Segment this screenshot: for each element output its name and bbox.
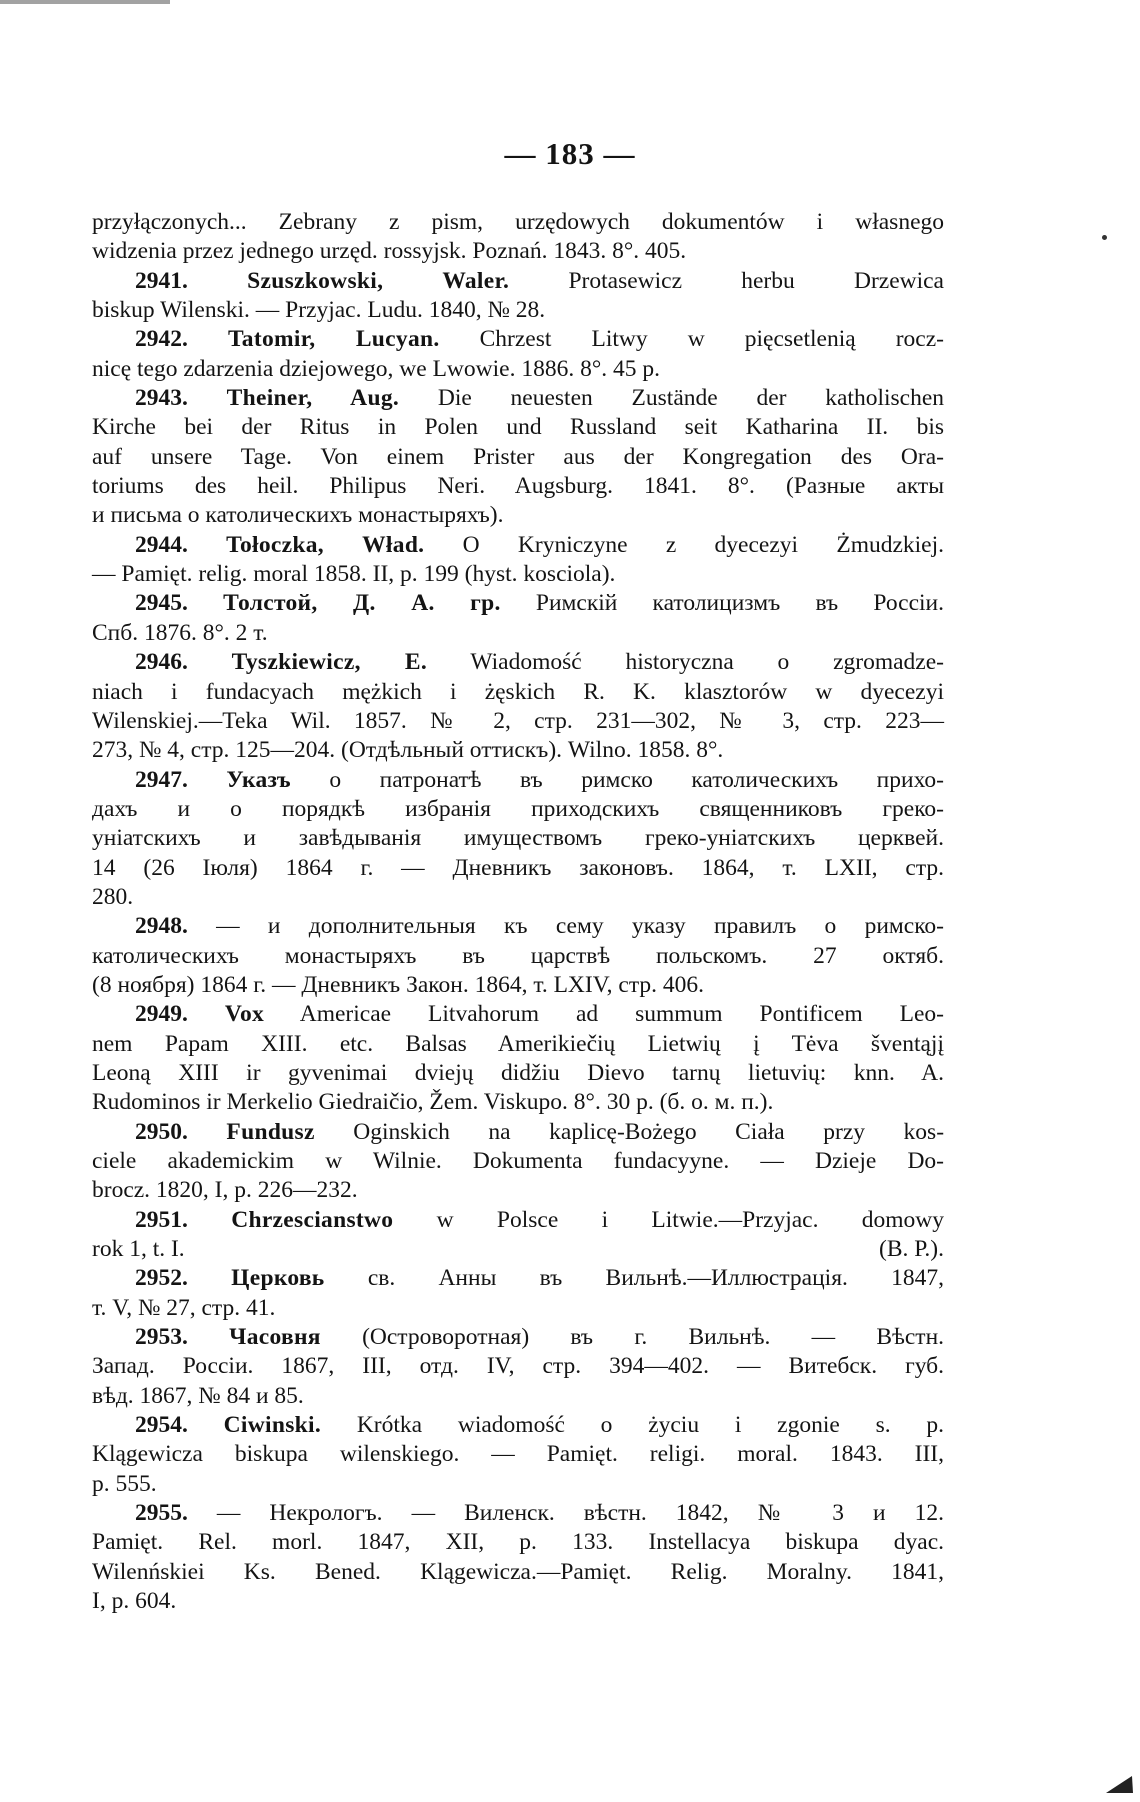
entry-2947-line-4: 14 (26 Іюля) 1864 г. — Дневникъ законовъ. 1864, т. LXII, стр. (92, 854, 944, 881)
entry-text: св. Анны въ Вильнѣ.—Иллюстрація. 1847, (367, 1265, 945, 1292)
entry-2940-line-2: widzenia przez jednego urzęd. rossyjsk. Poznań. 1843. 8°. 405. (92, 238, 687, 265)
page-corner-smudge (1104, 1772, 1134, 1794)
entry-number: 2943. (135, 385, 188, 412)
entry-attribution: (В. Р.). (879, 1236, 944, 1263)
entry-text: Oginskich na kaplicę-Bożego Ciała przy kos- (353, 1118, 945, 1145)
entry-2949-line-2: nem Papam XIII. etc. Balsas Amerikiečių Lietwių į Tėva šventąjį (92, 1030, 944, 1057)
entry-number: 2941. (135, 267, 188, 294)
entry-2949-line-4: Rudominos ir Merkelio Giedraičio, Žem. Viskupo. 8°. 30 p. (б. о. м. п.). (92, 1089, 774, 1116)
entry-2951-line-2 (92, 1235, 944, 1264)
entry-text: Protasewicz herbu Drzewica (568, 267, 944, 294)
entry-2943-line-4: toriums des heil. Philipus Neri. Augsburg. 1841. 8°. (Разные акты (92, 473, 944, 500)
entry-number: 2948. (135, 913, 188, 940)
entry-2948 (92, 912, 944, 941)
entry-2946 (92, 648, 944, 677)
entry-number: 2950. (135, 1118, 188, 1145)
entry-author: Толстой, Д. А. гр. (223, 590, 501, 617)
entry-2941-line-2: biskup Wilenski. — Przyjac. Ludu. 1840, № 28. (92, 297, 546, 324)
entry-author: Церковь (231, 1265, 325, 1292)
entry-2947-line-5: 280. (92, 883, 134, 910)
entry-2941 (92, 267, 944, 296)
entry-text: — Некрологъ. — Виленск. вѣстн. 1842, № 3 и 12. (216, 1500, 944, 1527)
entry-2950-line-3: brocz. 1820, I, p. 226—232. (92, 1177, 358, 1204)
entry-2954-line-2: Klągewicza biskupa wilenskiego. — Pamięt. religi. moral. 1843. III, (92, 1441, 944, 1468)
entry-2953-line-3: вѣд. 1867, № 84 и 85. (92, 1382, 304, 1409)
entry-2944-line-2: — Pamięt. relig. moral 1858. II, p. 199 (hyst. kosciola). (92, 561, 616, 588)
entry-author: Указъ (226, 766, 291, 793)
entry-2945 (92, 589, 944, 618)
entry-author: Fundusz (226, 1118, 315, 1145)
entry-text: Wiadomość historyczna o zgromadze- (470, 649, 944, 676)
entry-2955 (92, 1499, 944, 1528)
entry-author: Tyszkiewicz, E. (231, 649, 428, 676)
entry-2946-line-2: niach i fundacyach mężkich i żęskich R. K. klasztorów w dyecezyi (92, 678, 944, 705)
entry-2951 (92, 1206, 944, 1235)
entry-2954 (92, 1411, 944, 1440)
entry-2947-line-3: уніатскихъ и завѣдыванія имуществомъ греко-уніатскихъ церквей. (92, 825, 944, 852)
entry-text: w Polsce i Litwie.—Przyjac. domowy (436, 1206, 945, 1233)
entry-text: Die neuesten Zustände der katholischen (437, 385, 945, 412)
entry-number: 2942. (135, 326, 188, 353)
entry-author: Vox (224, 1001, 265, 1028)
entry-number: 2947. (135, 766, 188, 793)
entry-text: Римскій католицизмъ въ Россіи. (535, 590, 944, 617)
entry-number: 2946. (135, 649, 188, 676)
entry-2953-line-2: Запад. Россіи. 1867, III, отд. IV, стр. 394—402. — Витебск. губ. (92, 1353, 944, 1380)
entry-text: Chrzest Litwy w pięcsetlenią rocz- (479, 326, 944, 353)
entry-author: Ciwinski. (223, 1412, 322, 1439)
entry-2946-line-3: Wilenskiej.—Teka Wil. 1857. № 2, стр. 231—302, № 3, стр. 223— (92, 707, 944, 734)
entry-2955-line-2: Pamięt. Rel. morl. 1847, XII, p. 133. Instellacya biskupa dyac. (92, 1529, 944, 1556)
entry-2950 (92, 1118, 944, 1147)
entry-author: Tatomir, Lucyan. (227, 326, 440, 353)
entry-2952-line-2: т. V, № 27, стр. 41. (92, 1294, 276, 1321)
entry-2948-line-2: католическихъ монастыряхъ въ царствѣ польскомъ. 27 октяб. (92, 942, 944, 969)
entry-2955-line-3: Wilenńskiei Ks. Bened. Klągewicza.—Pamięt. Relig. Moralny. 1841, (92, 1558, 944, 1585)
entry-number: 2945. (135, 590, 188, 617)
entry-2953 (92, 1323, 944, 1352)
entry-2947 (92, 766, 944, 795)
entry-2940-line-1: przyłączonych... Zebrany z pism, urzędowych dokumentów i własnego (92, 209, 944, 235)
entry-text: rok 1, t. I. (92, 1236, 185, 1263)
entry-2955-line-4: I, p. 604. (92, 1588, 177, 1615)
entry-2947-line-2: дахъ и о порядкѣ избранія приходскихъ священниковъ греко- (92, 795, 944, 822)
entry-author: Tołoczka, Wład. (226, 531, 425, 558)
entry-text: (Островоротная) въ г. Вильнѣ. — Вѣстн. (362, 1324, 945, 1351)
entry-2948-line-3: (8 ноября) 1864 г. — Дневникъ Закон. 1864, т. LXIV, стр. 406. (92, 971, 705, 998)
entry-text: Krótka wiadomość o życiu i zgonie s. p. (356, 1412, 945, 1439)
entry-author: Theiner, Aug. (226, 385, 400, 412)
entry-number: 2955. (135, 1500, 188, 1527)
entry-2943-line-2: Kirche bei der Ritus in Polen und Russland seit Katharina II. bis (92, 414, 944, 441)
entry-2952 (92, 1264, 944, 1293)
entry-2943-line-5: и письма о католическихъ монастыряхъ). (92, 502, 504, 529)
page-number: — 183 — (504, 136, 636, 171)
entry-2949 (92, 1000, 944, 1029)
entry-2949-line-3: Leoną XIII ir gyvenimai dviejų didžiu Dievo tarnų lietuvių: knn. A. (92, 1059, 944, 1086)
entry-text: O Kryniczyne z dyecezyi Żmudzkiej. (462, 531, 945, 558)
entry-2945-line-2: Спб. 1876. 8°. 2 т. (92, 619, 268, 646)
entry-2943 (92, 384, 944, 413)
entry-2950-line-2: ciele akademickim w Wilnie. Dokumenta fundacyyne. — Dzieje Do- (92, 1148, 944, 1174)
entry-2942 (92, 325, 944, 354)
entry-number: 2944. (135, 531, 188, 558)
entry-2943-line-3: auf unsere Tage. Von einem Prister aus der Kongregation des Ora- (92, 443, 944, 470)
scan-edge-mark (0, 0, 170, 4)
entry-author: Часовня (229, 1324, 321, 1351)
entry-number: 2952. (135, 1265, 188, 1292)
entry-2954-line-3: p. 555. (92, 1470, 157, 1497)
entry-author: Chrzescianstwo (231, 1206, 394, 1233)
entry-number: 2949. (135, 1001, 188, 1028)
margin-speck (1102, 235, 1107, 240)
entry-author: Szuszkowski, Waler. (247, 267, 510, 294)
entry-text: Americae Litvahorum ad summum Pontificem Leo- (299, 1001, 944, 1028)
entry-text: — и дополнительныя къ сему указу правилъ о римско- (216, 913, 944, 940)
entry-number: 2951. (135, 1206, 188, 1233)
entry-number: 2953. (135, 1324, 188, 1351)
entry-2944 (92, 531, 944, 560)
entry-number: 2954. (135, 1412, 188, 1439)
bibliography-text (92, 208, 944, 1617)
entry-2942-line-2: nicę tego zdarzenia dziejowego, we Lwowie. 1886. 8°. 45 p. (92, 355, 660, 382)
entry-text: о патронатѣ въ римско католическихъ прихо- (329, 766, 945, 793)
entry-2946-line-4: 273, № 4, стр. 125—204. (Отдѣльный оттискъ). Wilno. 1858. 8°. (92, 737, 724, 764)
